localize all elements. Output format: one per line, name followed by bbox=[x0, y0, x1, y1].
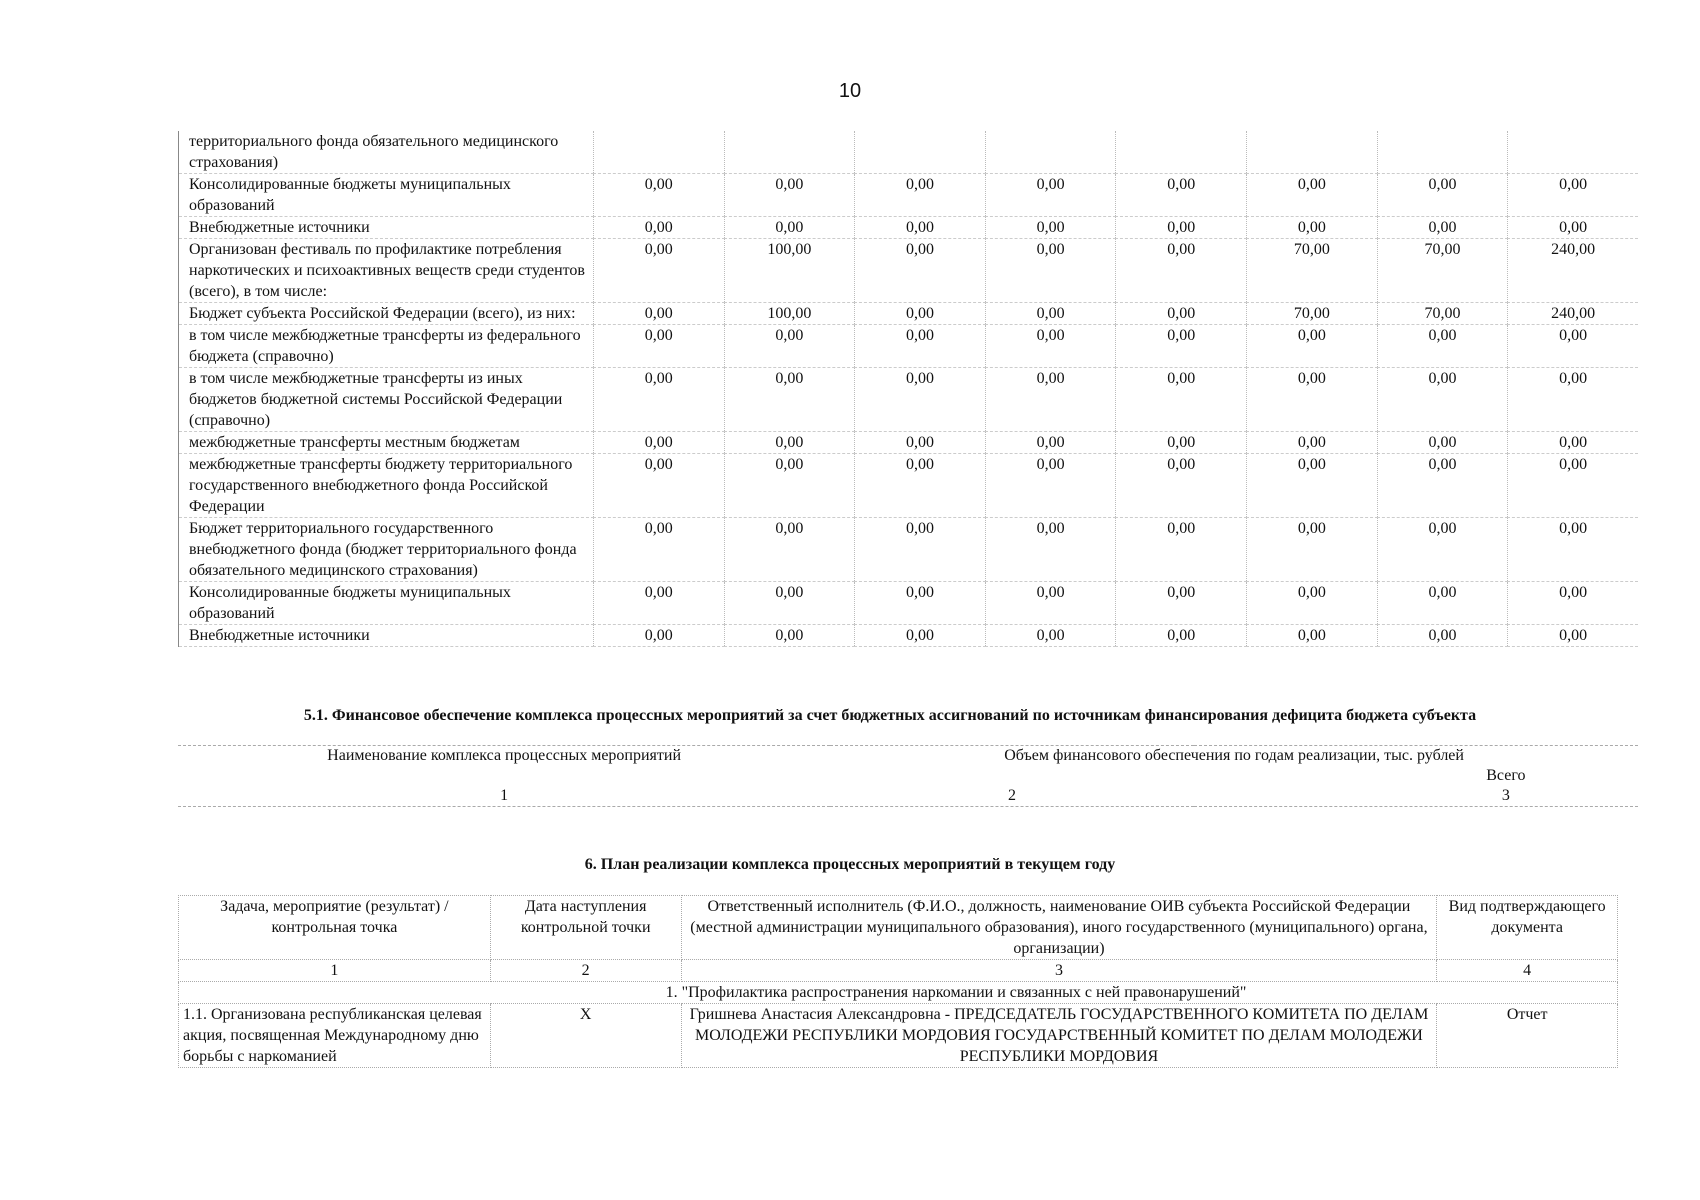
table-row bbox=[179, 325, 1639, 368]
value-cell: 0,00 bbox=[855, 303, 986, 325]
col-number-3: 3 bbox=[1194, 786, 1638, 807]
row-name: Внебюджетные источники bbox=[179, 217, 594, 239]
value-cell: 0,00 bbox=[985, 217, 1116, 239]
header-date: Дата наступления контрольной точки bbox=[490, 896, 681, 960]
value-cell bbox=[1116, 131, 1247, 174]
row-name: межбюджетные трансферты местным бюджетам bbox=[179, 432, 594, 454]
row-name: Бюджет территориального государственного внебюджетного фонда (бюджет территориального фонда обязательного медицинского страхования) bbox=[179, 518, 594, 582]
value-cell: 0,00 bbox=[1508, 325, 1638, 368]
table-row bbox=[179, 1004, 1618, 1068]
value-cell: 100,00 bbox=[724, 303, 855, 325]
value-cell: 0,00 bbox=[1247, 325, 1378, 368]
value-cell: 0,00 bbox=[593, 217, 724, 239]
value-cell: 0,00 bbox=[1377, 217, 1508, 239]
value-cell: 0,00 bbox=[855, 625, 986, 647]
value-cell: 0,00 bbox=[724, 174, 855, 217]
value-cell: 240,00 bbox=[1508, 303, 1638, 325]
value-cell: 0,00 bbox=[593, 303, 724, 325]
table-row bbox=[179, 625, 1639, 647]
value-cell: 0,00 bbox=[724, 518, 855, 582]
value-cell: 0,00 bbox=[1508, 174, 1638, 217]
header-task: Задача, мероприятие (результат) / контрольная точка bbox=[179, 896, 491, 960]
value-cell: 0,00 bbox=[593, 368, 724, 432]
table-row bbox=[179, 131, 1639, 174]
value-cell: 0,00 bbox=[985, 432, 1116, 454]
doc-cell: Отчет bbox=[1437, 1004, 1618, 1068]
value-cell: 0,00 bbox=[1116, 625, 1247, 647]
value-cell: 0,00 bbox=[985, 239, 1116, 303]
value-cell: 0,00 bbox=[1377, 582, 1508, 625]
value-cell: 0,00 bbox=[593, 582, 724, 625]
number-3: 3 bbox=[681, 960, 1437, 982]
value-cell: 0,00 bbox=[593, 174, 724, 217]
value-cell: 0,00 bbox=[1377, 454, 1508, 518]
section-5-1-table bbox=[178, 745, 1638, 807]
value-cell: 0,00 bbox=[855, 454, 986, 518]
value-cell: 0,00 bbox=[1247, 217, 1378, 239]
value-cell: 0,00 bbox=[1377, 325, 1508, 368]
table-row bbox=[179, 518, 1639, 582]
value-cell: 0,00 bbox=[724, 625, 855, 647]
value-cell: 0,00 bbox=[1116, 582, 1247, 625]
value-cell: 0,00 bbox=[985, 518, 1116, 582]
table-row bbox=[179, 582, 1639, 625]
value-cell bbox=[985, 131, 1116, 174]
value-cell: 0,00 bbox=[855, 217, 986, 239]
value-cell: 0,00 bbox=[724, 325, 855, 368]
value-cell: 0,00 bbox=[1377, 518, 1508, 582]
value-cell: 0,00 bbox=[724, 582, 855, 625]
number-1: 1 bbox=[179, 960, 491, 982]
value-cell: 0,00 bbox=[1116, 325, 1247, 368]
table-row bbox=[179, 239, 1639, 303]
value-cell: 0,00 bbox=[855, 518, 986, 582]
row-name: Бюджет субъекта Российской Федерации (всего), из них: bbox=[179, 303, 594, 325]
value-cell: 0,00 bbox=[1116, 518, 1247, 582]
row-name: Консолидированные бюджеты муниципальных образований bbox=[179, 582, 594, 625]
value-cell: 0,00 bbox=[855, 432, 986, 454]
value-cell: 0,00 bbox=[985, 454, 1116, 518]
value-cell bbox=[1508, 131, 1638, 174]
row-name: межбюджетные трансферты бюджету территориального государственного внебюджетного фонда Российской Федерации bbox=[179, 454, 594, 518]
value-cell: 0,00 bbox=[1116, 174, 1247, 217]
table-row bbox=[179, 454, 1639, 518]
value-cell: 0,00 bbox=[724, 454, 855, 518]
value-cell: 100,00 bbox=[724, 239, 855, 303]
value-cell bbox=[724, 131, 855, 174]
value-cell: 0,00 bbox=[1116, 303, 1247, 325]
value-cell: 0,00 bbox=[1508, 454, 1638, 518]
table-row bbox=[179, 368, 1639, 432]
value-cell: 0,00 bbox=[855, 174, 986, 217]
value-cell bbox=[1247, 131, 1378, 174]
value-cell: 0,00 bbox=[593, 239, 724, 303]
value-cell: 0,00 bbox=[855, 582, 986, 625]
value-cell: 70,00 bbox=[1247, 303, 1378, 325]
table-row bbox=[179, 432, 1639, 454]
value-cell: 0,00 bbox=[1508, 368, 1638, 432]
table-row bbox=[179, 303, 1639, 325]
value-cell: 0,00 bbox=[1377, 432, 1508, 454]
col-total-header: Всего bbox=[1486, 767, 1526, 784]
value-cell: 0,00 bbox=[985, 174, 1116, 217]
group-title: 1. "Профилактика распространения наркомании и связанных с ней правонарушений" bbox=[179, 982, 1618, 1004]
value-cell: 70,00 bbox=[1377, 303, 1508, 325]
number-2: 2 bbox=[490, 960, 681, 982]
value-cell: 0,00 bbox=[855, 325, 986, 368]
col-number-2: 2 bbox=[830, 786, 1194, 807]
value-cell: 0,00 bbox=[724, 368, 855, 432]
value-cell: 0,00 bbox=[1116, 454, 1247, 518]
value-cell: 0,00 bbox=[1508, 217, 1638, 239]
value-cell: 0,00 bbox=[1116, 368, 1247, 432]
task-cell: 1.1. Организована республиканская целевая акция, посвященная Международному дню борьбы с наркоманией bbox=[179, 1004, 491, 1068]
executor-cell: Гришнева Анастасия Александровна - ПРЕДСЕДАТЕЛЬ ГОСУДАРСТВЕННОГО КОМИТЕТА ПО ДЕЛАМ МОЛОДЕЖИ РЕСПУБЛИКИ МОРДОВИЯ ГОСУДАРСТВЕННЫЙ КОМИТЕТ ПО ДЕЛАМ МОЛОДЕЖИ РЕСПУБЛИКИ МОРДОВИЯ bbox=[681, 1004, 1437, 1068]
row-name: территориального фонда обязательного медицинского страхования) bbox=[179, 131, 594, 174]
table-row bbox=[179, 174, 1639, 217]
value-cell: 0,00 bbox=[855, 239, 986, 303]
value-cell: 0,00 bbox=[593, 454, 724, 518]
finance-table bbox=[178, 131, 1638, 647]
value-cell: 0,00 bbox=[985, 368, 1116, 432]
value-cell: 0,00 bbox=[1247, 518, 1378, 582]
value-cell: 0,00 bbox=[1377, 174, 1508, 217]
value-cell: 0,00 bbox=[1377, 368, 1508, 432]
col-number-1: 1 bbox=[178, 786, 830, 807]
row-name: в том числе межбюджетные трансферты из федерального бюджета (справочно) bbox=[179, 325, 594, 368]
value-cell: 0,00 bbox=[1377, 625, 1508, 647]
value-cell: 0,00 bbox=[1508, 582, 1638, 625]
page-number: 10 bbox=[838, 80, 862, 102]
value-cell: 0,00 bbox=[1247, 625, 1378, 647]
row-name: Внебюджетные источники bbox=[179, 625, 594, 647]
value-cell: 0,00 bbox=[724, 217, 855, 239]
value-cell: 0,00 bbox=[1116, 432, 1247, 454]
value-cell: 0,00 bbox=[1508, 432, 1638, 454]
value-cell: 240,00 bbox=[1508, 239, 1638, 303]
value-cell: 0,00 bbox=[1116, 239, 1247, 303]
value-cell: 0,00 bbox=[1508, 625, 1638, 647]
col-name-header: Наименование комплекса процессных мероприятий bbox=[178, 746, 830, 767]
value-cell: 0,00 bbox=[724, 432, 855, 454]
value-cell: 0,00 bbox=[1247, 432, 1378, 454]
value-cell bbox=[855, 131, 986, 174]
section-6-table bbox=[178, 895, 1618, 1068]
section-6-title: 6. План реализации комплекса процессных мероприятий в текущем году bbox=[584, 856, 1116, 873]
date-cell: X bbox=[490, 1004, 681, 1068]
value-cell: 0,00 bbox=[985, 625, 1116, 647]
value-cell: 0,00 bbox=[1247, 582, 1378, 625]
value-cell: 0,00 bbox=[1247, 368, 1378, 432]
row-name: Консолидированные бюджеты муниципальных образований bbox=[179, 174, 594, 217]
value-cell: 0,00 bbox=[1116, 217, 1247, 239]
value-cell: 0,00 bbox=[985, 303, 1116, 325]
value-cell: 0,00 bbox=[593, 325, 724, 368]
value-cell: 70,00 bbox=[1247, 239, 1378, 303]
value-cell: 0,00 bbox=[593, 518, 724, 582]
row-name: в том числе межбюджетные трансферты из иных бюджетов бюджетной системы Российской Федерации (справочно) bbox=[179, 368, 594, 432]
value-cell: 0,00 bbox=[1508, 518, 1638, 582]
value-cell: 0,00 bbox=[985, 582, 1116, 625]
value-cell bbox=[1377, 131, 1508, 174]
value-cell: 0,00 bbox=[855, 368, 986, 432]
value-cell: 0,00 bbox=[1247, 174, 1378, 217]
header-executor: Ответственный исполнитель (Ф.И.О., должность, наименование ОИВ субъекта Российской Федерации (местной администрации муниципального образования), иного государственного (муниципального) органа, организации) bbox=[681, 896, 1437, 960]
col-volume-header: Объем финансового обеспечения по годам реализации, тыс. рублей bbox=[830, 746, 1638, 767]
row-name: Организован фестиваль по профилактике потребления наркотических и психоактивных веществ среди студентов (всего), в том числе: bbox=[179, 239, 594, 303]
section-5-1-title: 5.1. Финансовое обеспечение комплекса процессных мероприятий за счет бюджетных ассигнований по источникам финансирования дефицита бюджета субъекта bbox=[303, 707, 1477, 724]
value-cell: 70,00 bbox=[1377, 239, 1508, 303]
value-cell: 0,00 bbox=[593, 432, 724, 454]
header-doc: Вид подтверждающего документа bbox=[1437, 896, 1618, 960]
value-cell: 0,00 bbox=[1247, 454, 1378, 518]
number-4: 4 bbox=[1437, 960, 1618, 982]
table-row bbox=[179, 217, 1639, 239]
value-cell: 0,00 bbox=[593, 625, 724, 647]
value-cell bbox=[593, 131, 724, 174]
value-cell: 0,00 bbox=[985, 325, 1116, 368]
